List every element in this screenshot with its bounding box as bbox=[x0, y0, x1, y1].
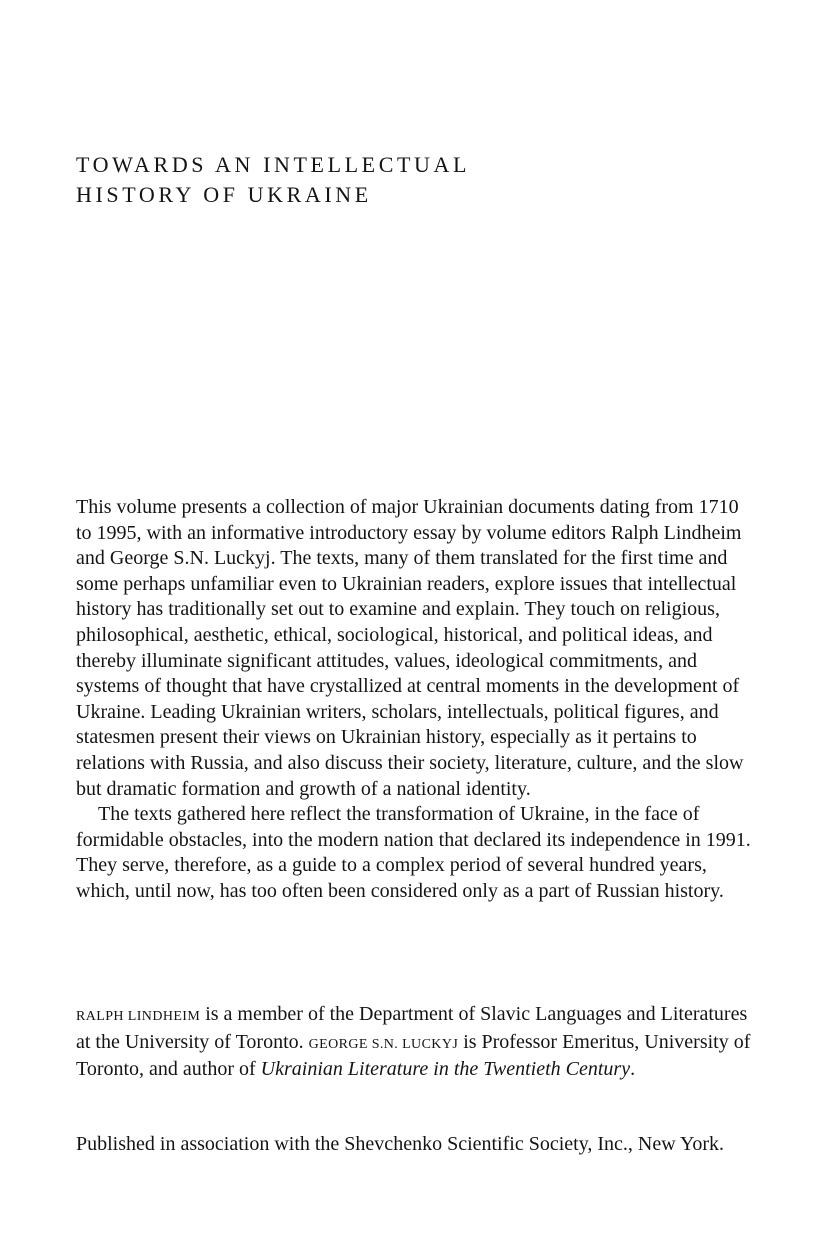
editor-bio-text: is Professor Emeritus, University of Toronto, and author of bbox=[76, 1030, 751, 1081]
title-line-1: TOWARDS AN INTELLECTUAL bbox=[76, 152, 471, 177]
cited-book-title: Ukrainian Literature in the Twentieth Century bbox=[260, 1058, 631, 1081]
editor-name: GEORGE S.N. LUCKYJ bbox=[308, 1036, 459, 1052]
description-paragraph: The texts gathered here reflect the transformation of Ukraine, in the face of formidable obstacles, into the modern nation that declared its independence in 1991. They serve, therefore, as a guide to a complex period of several hundred years, which, until now, has too often been considered only as a part of Russian history. bbox=[76, 803, 751, 902]
editors-bio bbox=[76, 1002, 756, 1083]
description-paragraph: This volume presents a collection of major Ukrainian documents dating from 1710 to 1995, with an informative introductory essay by volume editors Ralph Lindheim and George S.N. Luckyj. The texts, many of them translated for the first time and some perhaps unfamiliar even to Ukrainian readers, explore issues that intellectual history has traditionally set out to examine and explain. They touch on religious, philosophical, aesthetic, ethical, sociological, historical, and political ideas, and thereby illuminate significant attitudes, values, ideological commitments, and systems of thought that have crystallized at central moments in the development of Ukraine. Leading Ukrainian writers, scholars, intellectuals, political figures, and statesmen present their views on Ukrainian history, especially as it pertains to relations with Russia, and also discuss their society, literature, culture, and the slow but dramatic formation and growth of a national identity. bbox=[76, 496, 744, 800]
title-line-2: HISTORY OF UKRAINE bbox=[76, 182, 372, 207]
editor-name: RALPH LINDHEIM bbox=[76, 1009, 201, 1024]
bio-end: . bbox=[630, 1058, 636, 1081]
publisher-note bbox=[76, 1132, 756, 1158]
publisher-text: Published in association with the Shevchenko Scientific Society, Inc., New York. bbox=[76, 1133, 725, 1155]
editor-bio-text: is a member of the Department of Slavic Languages and Literatures at the University of Toronto. bbox=[76, 1003, 748, 1053]
bio-paragraph bbox=[76, 1002, 756, 1083]
book-title-heading bbox=[76, 150, 470, 210]
book-description bbox=[76, 495, 756, 905]
